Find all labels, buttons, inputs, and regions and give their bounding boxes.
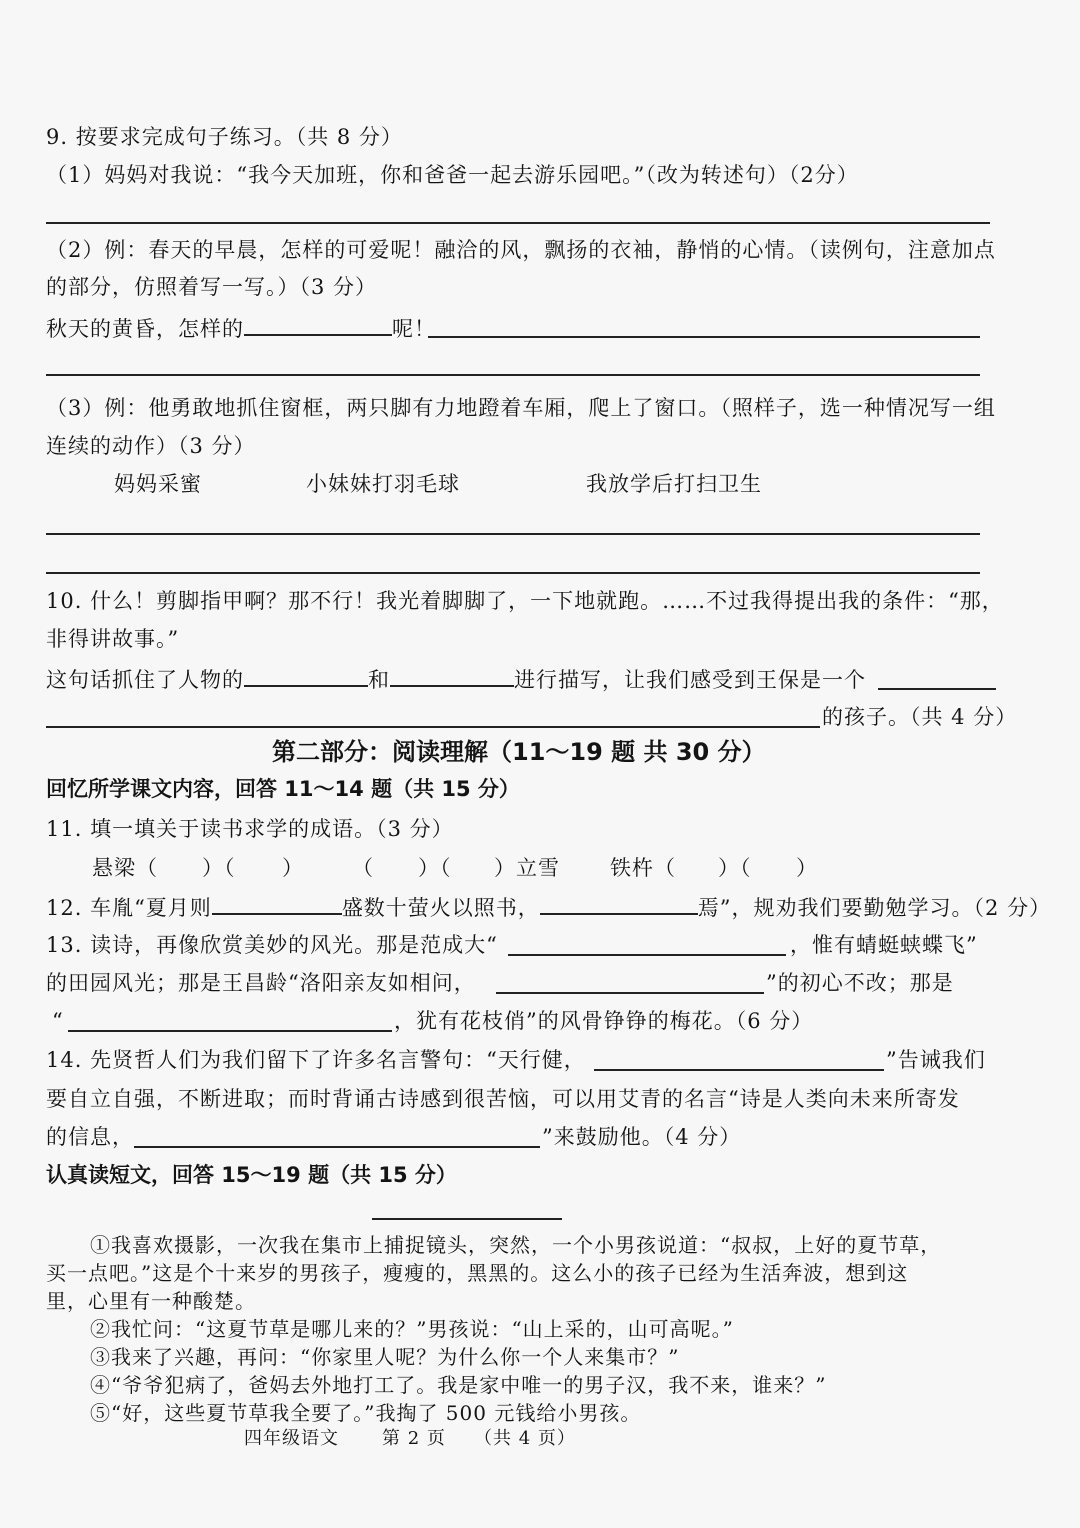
q14-line2: 要自立自强，不断进取；而时背诵古诗感到很苦恼，可以用艾青的名言“诗是人类向未来所寄发 [46,1087,960,1111]
q13-line3-quote: “ [52,1009,64,1033]
footer-grade: 四年级语文 [244,1428,339,1449]
q9-part2-answer-line-a[interactable] [428,336,980,338]
q10-blank-4[interactable] [46,726,820,728]
q13-line3: ，犹有花枝俏”的风骨铮铮的梅花。（6 分） [394,1009,814,1033]
q9-part2-prompt-a: 秋天的黄昏，怎样的 [46,317,244,341]
story-para3: ③我来了兴趣，再问：“你家里人呢？为什么你一个人来集市？” [90,1345,680,1369]
part2-section2-heading: 认真读短文，回答 15～19 题（共 15 分） [46,1163,457,1187]
q10-line1: 10. 什么！剪脚指甲啊？那不行！我光着脚脚了，一下地就跑。……不过我得提出我的条件：“那， [46,589,1004,613]
q12-blank-1[interactable] [212,891,342,915]
q11-title: 11. 填一填关于读书求学的成语。（3 分） [46,817,454,841]
q9-part1-answer-line[interactable] [46,222,990,224]
q10-line3-a: 这句话抓住了人物的 [46,668,244,692]
q10-blank-2[interactable] [390,663,514,687]
q11-idiom-2-b: ）（ [418,856,452,880]
q12-c: 焉”，规劝我们要勤勉学习。（2 分） [697,896,1052,920]
q11-idiom-1-c: ） [282,856,304,880]
q14-line1: 14. 先贤哲人们为我们留下了许多名言警句：“天行健， [46,1048,586,1072]
q12-line [46,891,1051,923]
story-para1-line1: ①我喜欢摄影，一次我在集市上捕捉镜头，突然，一个小男孩说道：“叔叔，上好的夏节草， [90,1233,942,1257]
part2-heading: 第二部分：阅读理解（11～19 题 共 30 分） [272,738,766,766]
q9-part2-blank[interactable] [244,312,392,336]
story-para1-line2: 买一点吧。”这是个十来岁的男孩子，瘦瘦的，黑黑的。这么小的孩子已经为生活奔波，想到这 [46,1261,909,1285]
footer-page: 第 2 页 [382,1428,446,1449]
q14-line3: ”来鼓励他。（4 分） [542,1125,742,1149]
q10-line3 [46,663,866,695]
q9-part2-line1: （2）例：春天的早晨，怎样的可爱呢！融洽的风，飘扬的衣袖，静悄的心情。（读例句，注意加点 [46,238,996,262]
q10-line2: 非得讲故事。” [46,627,180,651]
story-para1-line3: 里，心里有一种酸楚。 [46,1289,256,1313]
q9-part1: （1）妈妈对我说：“我今天加班，你和爸爸一起去游乐园吧。”（改为转述句）（2分） [46,163,859,187]
q11-idiom-3-a: 铁杵（ [610,856,676,880]
q12-blank-2[interactable] [540,891,698,915]
q14-blank-1[interactable] [594,1069,884,1071]
q11-idiom-3-b: ）（ [718,856,752,880]
q13-line2: 的田园风光；那是王昌龄“洛阳亲友如相问， [46,971,476,995]
q14-line1-end: ”告诫我们 [886,1048,986,1072]
q13-blank-3[interactable] [68,1030,392,1032]
q10-line3-c: 进行描写，让我们感受到王保是一个 [514,668,866,692]
q13-blank-2[interactable] [496,992,764,994]
q9-part2-answer-line-b[interactable] [46,374,980,376]
footer-total: （共 4 页） [474,1428,576,1449]
q9-part3-answer-line-b[interactable] [46,572,980,574]
q9-option-1: 妈妈采蜜 [114,472,202,496]
q13-line1: 13. 读诗，再像欣赏美妙的风光。那是范成大“ [46,933,498,957]
story-para2: ②我忙问：“这夏节草是哪儿来的？”男孩说：“山上采的，山可高呢。” [90,1317,734,1341]
story-para4: ④“爷爷犯病了，爸妈去外地打工了。我是家中唯一的男子汉，我不来，谁来？” [90,1373,827,1397]
q13-blank-1[interactable] [508,954,786,956]
q10-blank-1[interactable] [244,663,368,687]
q9-part3-line2: 连续的动作）（3 分） [46,434,256,458]
q9-option-3: 我放学后打扫卫生 [586,472,762,496]
q12-a: 12. 车胤“夏月则 [46,896,212,920]
q9-part2-line2: 的部分，仿照着写一写。）（3 分） [46,275,378,299]
q10-line4: 的孩子。（共 4 分） [822,705,1018,729]
q13-line1-end: ，惟有蜻蜓蛱蝶飞” [790,933,978,957]
q11-idiom-2-a: （ [352,856,374,880]
q11-idiom-1-b: ）（ [202,856,236,880]
q11-idiom-1-a: 悬梁（ [92,856,158,880]
q11-idiom-3-c: ） [796,856,818,880]
q11-idiom-2-c: ）立雪 [494,856,560,880]
story-para5: ⑤“好，这些夏节草我全要了。”我掏了 500 元钱给小男孩。 [90,1401,642,1425]
q9-part2-prompt [46,312,436,344]
q9-option-2: 小妹妹打羽毛球 [306,472,460,496]
q9-title: 9. 按要求完成句子练习。（共 8 分） [46,125,403,149]
story-title-blank[interactable] [372,1218,562,1220]
q12-b: 盛数十萤火以照书， [341,896,540,920]
q9-part2-prompt-b: 呢！ [392,317,436,341]
q10-blank-3[interactable] [878,688,996,690]
q10-line3-b: 和 [368,668,390,692]
q14-line3-start: 的信息， [46,1125,134,1149]
q14-blank-2[interactable] [134,1146,540,1148]
q9-part3-line1: （3）例：他勇敢地抓住窗框，两只脚有力地蹬着车厢，爬上了窗口。（照样子，选一种情况写一组 [46,396,996,420]
part2-section1-heading: 回忆所学课文内容，回答 11～14 题（共 15 分） [46,777,520,801]
q9-part3-answer-line-a[interactable] [46,533,980,535]
q13-line2-end: ”的初心不改；那是 [766,971,954,995]
